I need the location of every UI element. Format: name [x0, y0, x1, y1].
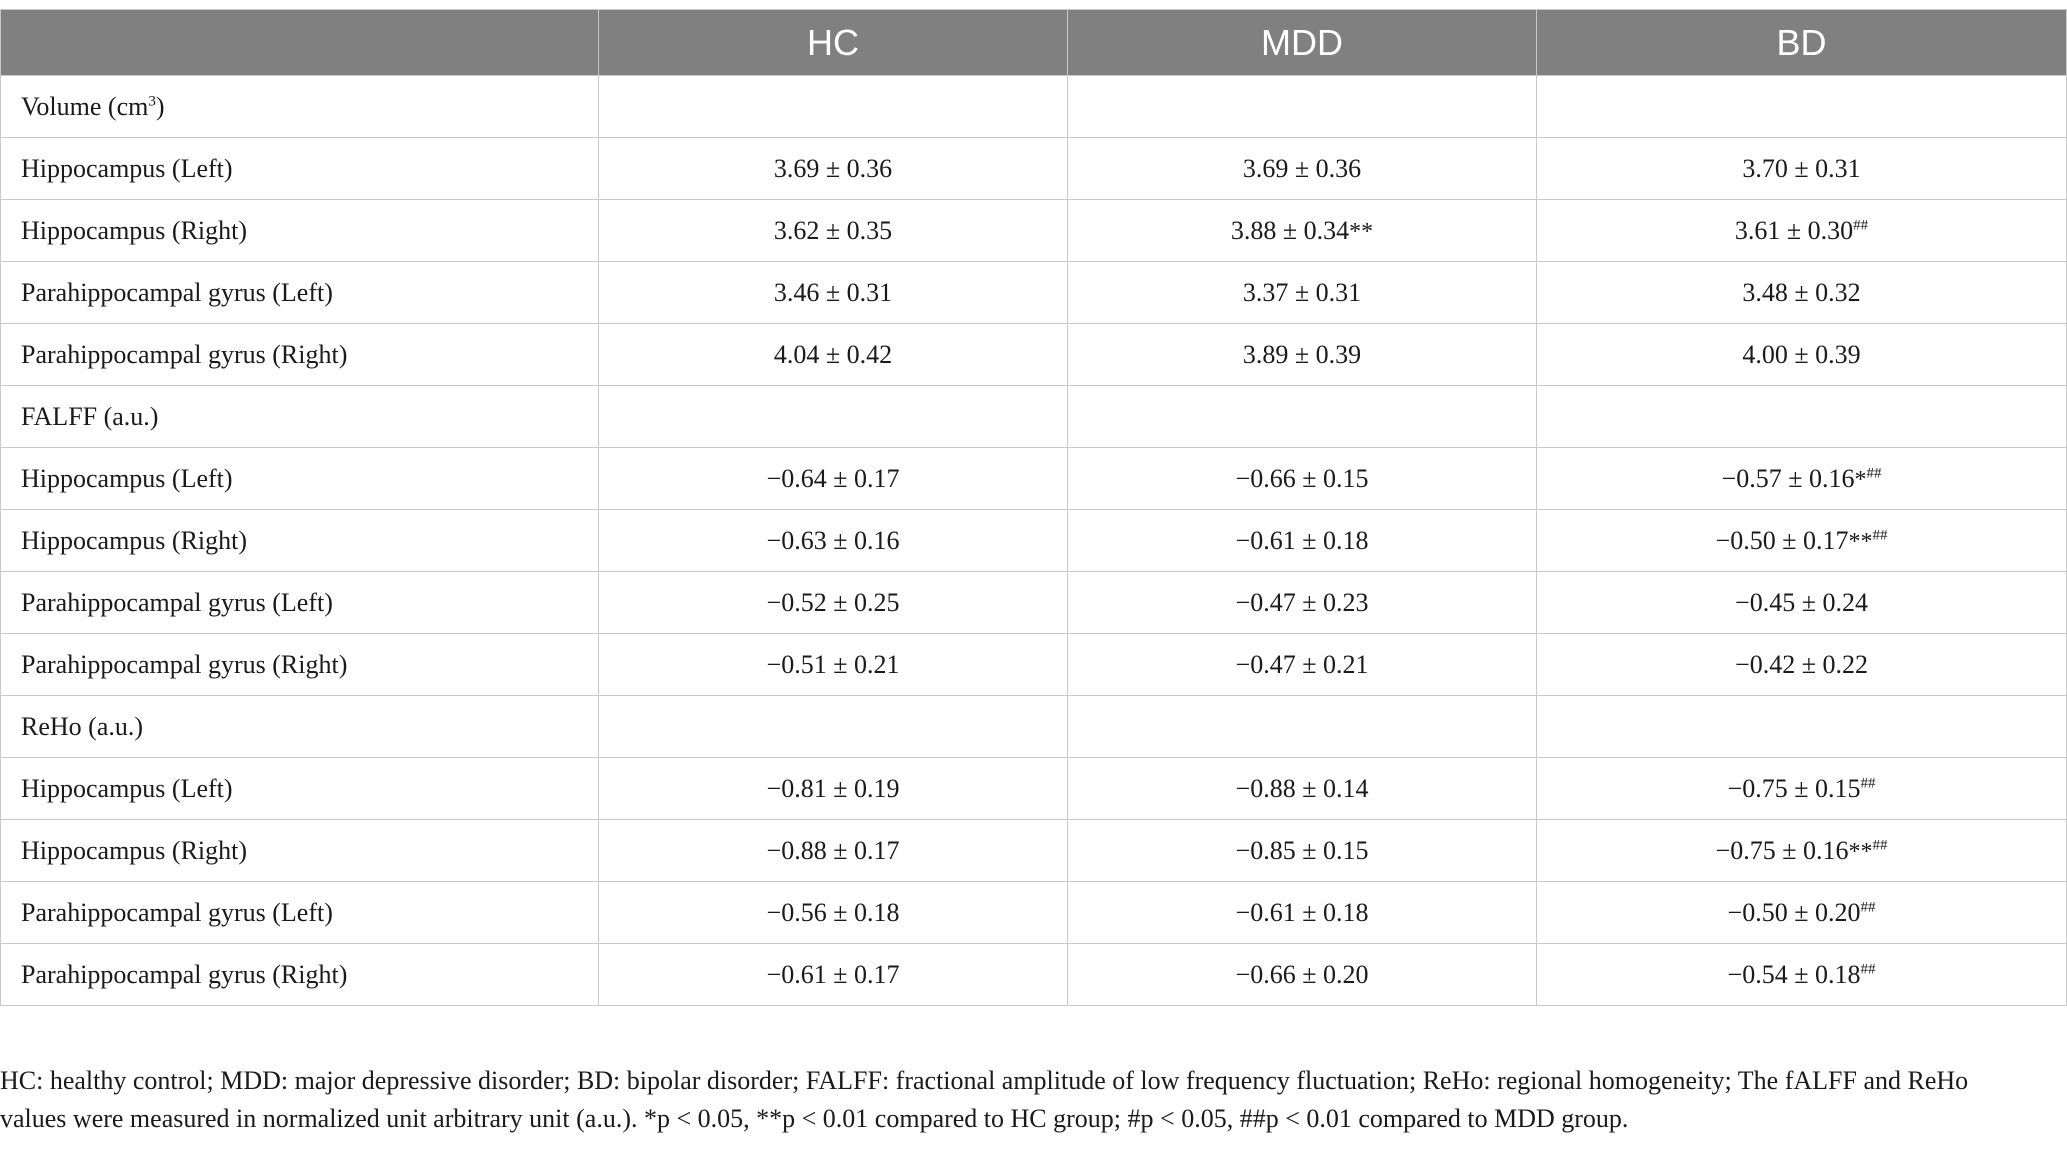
value-text: −0.45 ± 0.24	[1735, 587, 1868, 617]
value-cell-mdd	[1068, 758, 1537, 820]
row-label-text: Hippocampus (Left)	[21, 463, 233, 493]
significance-mdd-marker: ##	[1853, 216, 1869, 233]
value-cell-mdd	[1068, 262, 1537, 324]
value-text: 3.61 ± 0.30	[1734, 215, 1854, 245]
row-label	[1, 448, 599, 510]
value-cell-mdd	[1068, 324, 1537, 386]
value-cell-hc	[599, 758, 1068, 820]
value-cell-hc	[599, 76, 1068, 138]
header-cell-label	[1, 10, 599, 76]
table-row	[1, 324, 2067, 386]
results-table	[0, 9, 2067, 1006]
value-text: −0.61 ± 0.18	[1235, 525, 1369, 555]
value-cell-mdd	[1068, 510, 1537, 572]
value-cell-bd	[1537, 634, 2067, 696]
value-cell-mdd	[1068, 76, 1537, 138]
value-cell-hc	[599, 200, 1068, 262]
row-label-text: Parahippocampal gyrus (Right)	[21, 959, 348, 989]
value-cell-hc	[599, 820, 1068, 882]
value-cell-bd	[1537, 882, 2067, 944]
footnote-line-1: HC: healthy control; MDD: major depressive disorder; BD: bipolar disorder; FALFF: fractional amplitude of low frequency fluctuation; ReHo: regional homogeneity; The fALFF and ReHo	[0, 1066, 1969, 1095]
section-label	[1, 76, 599, 138]
value-text: 4.00 ± 0.39	[1742, 339, 1861, 369]
table-row	[1, 138, 2067, 200]
value-text: −0.66 ± 0.20	[1235, 959, 1369, 989]
value-cell-mdd	[1068, 572, 1537, 634]
value-cell-hc	[599, 262, 1068, 324]
row-label	[1, 758, 599, 820]
table-row	[1, 572, 2067, 634]
significance-mdd-marker: ##	[1872, 836, 1888, 853]
value-cell-bd	[1537, 572, 2067, 634]
significance-hc-marker: **	[1349, 218, 1374, 245]
row-label-text: Parahippocampal gyrus (Right)	[21, 649, 348, 679]
table-row	[1, 882, 2067, 944]
value-cell-bd	[1537, 138, 2067, 200]
row-label-text: Volume (cm	[21, 91, 149, 121]
row-label	[1, 510, 599, 572]
value-text: −0.75 ± 0.15	[1727, 773, 1861, 803]
row-label-tail: )	[155, 91, 165, 121]
value-cell-bd	[1537, 76, 2067, 138]
value-cell-hc	[599, 138, 1068, 200]
value-cell-bd	[1537, 386, 2067, 448]
significance-mdd-marker: ##	[1860, 898, 1876, 915]
value-text: 3.88 ± 0.34	[1230, 215, 1350, 245]
table-row	[1, 200, 2067, 262]
value-text: 3.69 ± 0.36	[1242, 153, 1362, 183]
value-cell-bd	[1537, 324, 2067, 386]
value-cell-hc	[599, 324, 1068, 386]
row-label-text: Parahippocampal gyrus (Right)	[21, 339, 348, 369]
table-row	[1, 262, 2067, 324]
value-cell-hc	[599, 510, 1068, 572]
value-cell-mdd	[1068, 138, 1537, 200]
header-cell-hc: HC	[599, 10, 1068, 76]
table-row	[1, 634, 2067, 696]
row-label-text: Hippocampus (Right)	[21, 835, 248, 865]
value-text: −0.75 ± 0.16	[1715, 835, 1849, 865]
header-cell-mdd: MDD	[1068, 10, 1537, 76]
value-text: 3.46 ± 0.31	[773, 277, 893, 307]
value-text: −0.57 ± 0.16	[1721, 463, 1855, 493]
value-text: −0.63 ± 0.16	[766, 525, 900, 555]
value-cell-mdd	[1068, 944, 1537, 1006]
header-row	[1, 10, 2067, 76]
value-cell-hc	[599, 696, 1068, 758]
row-label	[1, 572, 599, 634]
row-label	[1, 634, 599, 696]
row-label-text: Hippocampus (Right)	[21, 215, 248, 245]
value-cell-mdd	[1068, 200, 1537, 262]
value-text: 4.04 ± 0.42	[773, 339, 893, 369]
section-row	[1, 386, 2067, 448]
section-row	[1, 76, 2067, 138]
significance-hc-marker: **	[1848, 528, 1873, 555]
value-text: −0.50 ± 0.20	[1727, 897, 1861, 927]
value-text: −0.47 ± 0.23	[1235, 587, 1369, 617]
row-label	[1, 324, 599, 386]
significance-hc-marker: **	[1848, 838, 1873, 865]
value-text: −0.42 ± 0.22	[1735, 649, 1868, 679]
table-row	[1, 820, 2067, 882]
value-cell-bd	[1537, 696, 2067, 758]
table-row	[1, 758, 2067, 820]
value-text: 3.70 ± 0.31	[1742, 153, 1861, 183]
value-text: −0.52 ± 0.25	[766, 587, 900, 617]
row-label-text: Hippocampus (Left)	[21, 773, 233, 803]
value-cell-bd	[1537, 820, 2067, 882]
value-text: −0.47 ± 0.21	[1235, 649, 1369, 679]
value-text: −0.88 ± 0.14	[1235, 773, 1369, 803]
significance-mdd-marker: ##	[1872, 526, 1888, 543]
table-row	[1, 510, 2067, 572]
value-text: −0.64 ± 0.17	[766, 463, 900, 493]
value-cell-hc	[599, 882, 1068, 944]
row-label-text: ReHo (a.u.)	[21, 711, 144, 741]
value-cell-hc	[599, 448, 1068, 510]
value-text: −0.66 ± 0.15	[1235, 463, 1369, 493]
value-cell-mdd	[1068, 386, 1537, 448]
value-text: −0.50 ± 0.17	[1715, 525, 1849, 555]
value-cell-bd	[1537, 510, 2067, 572]
table-row	[1, 944, 2067, 1006]
value-cell-bd	[1537, 758, 2067, 820]
value-text: −0.61 ± 0.17	[766, 959, 900, 989]
value-cell-bd	[1537, 262, 2067, 324]
value-cell-bd	[1537, 448, 2067, 510]
row-label-text: Parahippocampal gyrus (Left)	[21, 277, 333, 307]
value-cell-hc	[599, 944, 1068, 1006]
value-cell-mdd	[1068, 634, 1537, 696]
table-body	[1, 76, 2067, 1006]
section-label	[1, 696, 599, 758]
value-text: −0.61 ± 0.18	[1235, 897, 1369, 927]
value-text: −0.88 ± 0.17	[766, 835, 900, 865]
value-text: −0.54 ± 0.18	[1727, 959, 1861, 989]
row-label	[1, 944, 599, 1006]
value-cell-bd	[1537, 200, 2067, 262]
value-text: −0.51 ± 0.21	[766, 649, 900, 679]
value-cell-mdd	[1068, 448, 1537, 510]
unit-superscript: 3	[148, 92, 156, 109]
row-label	[1, 200, 599, 262]
value-text: −0.85 ± 0.15	[1235, 835, 1369, 865]
row-label-text: Parahippocampal gyrus (Left)	[21, 897, 333, 927]
value-text: 3.69 ± 0.36	[773, 153, 893, 183]
row-label	[1, 262, 599, 324]
value-text: 3.62 ± 0.35	[773, 215, 893, 245]
value-text: 3.48 ± 0.32	[1742, 277, 1861, 307]
section-row	[1, 696, 2067, 758]
significance-mdd-marker: ##	[1860, 960, 1876, 977]
row-label	[1, 138, 599, 200]
value-cell-mdd	[1068, 820, 1537, 882]
row-label-text: Hippocampus (Right)	[21, 525, 248, 555]
table-footnote	[0, 1062, 2050, 1138]
value-text: −0.81 ± 0.19	[766, 773, 900, 803]
row-label	[1, 820, 599, 882]
row-label-text: FALFF (a.u.)	[21, 401, 159, 431]
row-label-text: Hippocampus (Left)	[21, 153, 233, 183]
row-label-text: Parahippocampal gyrus (Left)	[21, 587, 333, 617]
value-text: −0.56 ± 0.18	[766, 897, 900, 927]
footnote-line-2: values were measured in normalized unit arbitrary unit (a.u.). *p < 0.05, **p < 0.01 compared to HC group; #p < 0.05, ##p < 0.01 compared to MDD group.	[0, 1104, 1629, 1133]
value-cell-bd	[1537, 944, 2067, 1006]
row-label	[1, 882, 599, 944]
value-cell-hc	[599, 572, 1068, 634]
value-cell-mdd	[1068, 696, 1537, 758]
value-cell-mdd	[1068, 882, 1537, 944]
table-row	[1, 448, 2067, 510]
value-cell-hc	[599, 386, 1068, 448]
significance-mdd-marker: ##	[1860, 774, 1876, 791]
significance-mdd-marker: ##	[1866, 464, 1882, 481]
value-cell-hc	[599, 634, 1068, 696]
value-text: 3.89 ± 0.39	[1242, 339, 1362, 369]
header-cell-bd: BD	[1537, 10, 2067, 76]
value-text: 3.37 ± 0.31	[1242, 277, 1362, 307]
section-label	[1, 386, 599, 448]
significance-hc-marker: *	[1854, 466, 1867, 493]
